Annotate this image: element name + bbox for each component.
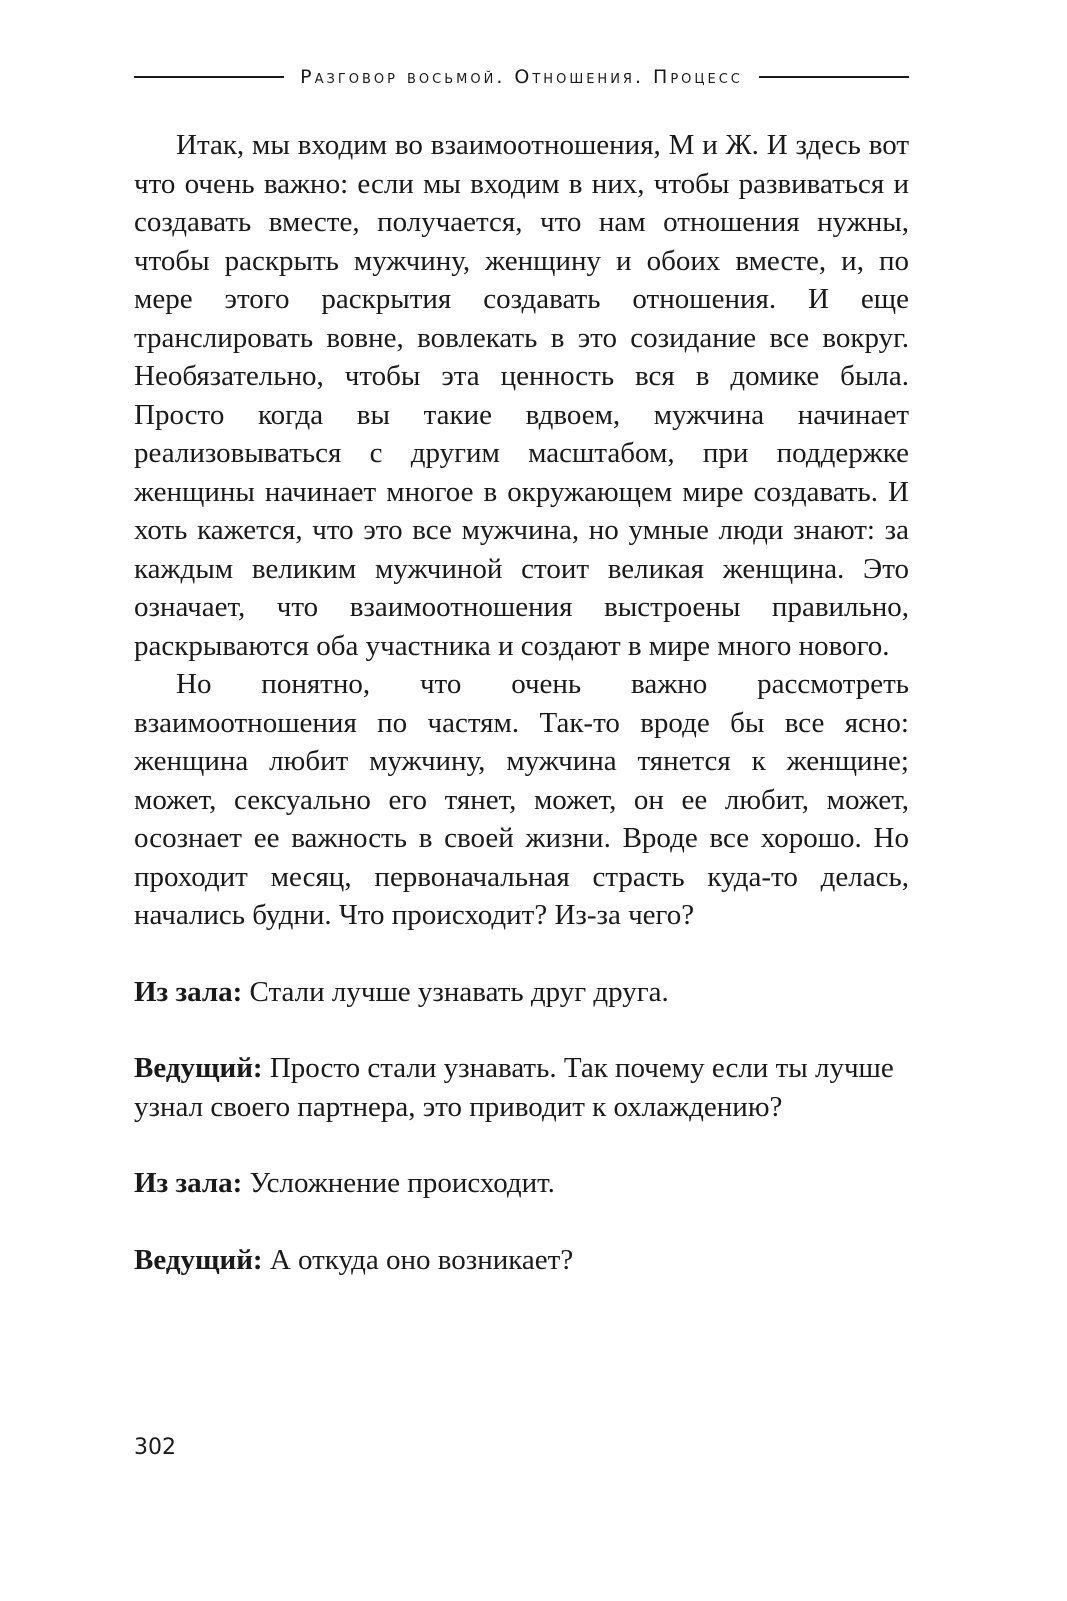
dialogue-line [134, 1164, 909, 1203]
speaker-label: Ведущий: [134, 1243, 263, 1276]
paragraph: Но понятно, что очень важно рассмотреть взаимоотношения по частям. Так-то вроде бы все ясно: женщина любит мужчину, мужчина тянется к женщине; может, сексуально его тянет, может, он ее любит, может, осознает ее важность в своей жизни. Вроде все хорошо. Но проходит месяц, первоначальная страсть куда-то делась, начались будни. Что происходит? Из-за чего? [134, 668, 909, 931]
chapter-title: Разговор восьмой. Отношения. Процесс [300, 66, 743, 88]
speaker-label: Из зала: [134, 975, 243, 1008]
paragraph: Итак, мы входим во взаимоотношения, М и Ж. И здесь вот что очень важно: если мы входим в них, чтобы развиваться и создавать вместе, получается, что нам отношения нужны, чтобы раскрыть мужчину, женщину и обоих вместе, и, по мере этого раскрытия создавать отношения. И еще транслировать вовне, вовлекать в это созидание все вокруг. Необязательно, чтобы эта ценность вся в домике была. Просто когда вы такие вдвоем, мужчина начинает реализовываться с другим масштабом, при поддержке женщины начинает многое в окружающем мире создавать. И хоть кажется, что это все мужчина, но умные люди знают: за каждым великим мужчиной стоит великая женщина. Это означает, что взаимоотношения выстроены правильно, раскрываются оба участника и создают в мире много нового. [134, 129, 909, 662]
dialogue-text: Усложнение происходит. [242, 1167, 555, 1199]
dialogue-line [134, 973, 909, 1012]
header-rule-right [759, 76, 909, 78]
speaker-label: Ведущий: [134, 1052, 263, 1084]
dialogue-text: Стали лучше узнавать друг друга. [242, 975, 669, 1008]
dialogue-text: Просто стали узнавать. Так почему если ты лучше узнал своего партнера, это приводит к охлаждению? [134, 1052, 894, 1123]
page-body [134, 126, 909, 1279]
header-rule-left [134, 76, 284, 78]
page-number: 302 [134, 1435, 176, 1460]
speaker-label: Из зала: [134, 1167, 243, 1199]
dialogue-text: А откуда оно возникает? [262, 1243, 574, 1276]
dialogue-line [134, 1049, 909, 1126]
running-header [134, 62, 909, 92]
dialogue-line [134, 1241, 909, 1280]
